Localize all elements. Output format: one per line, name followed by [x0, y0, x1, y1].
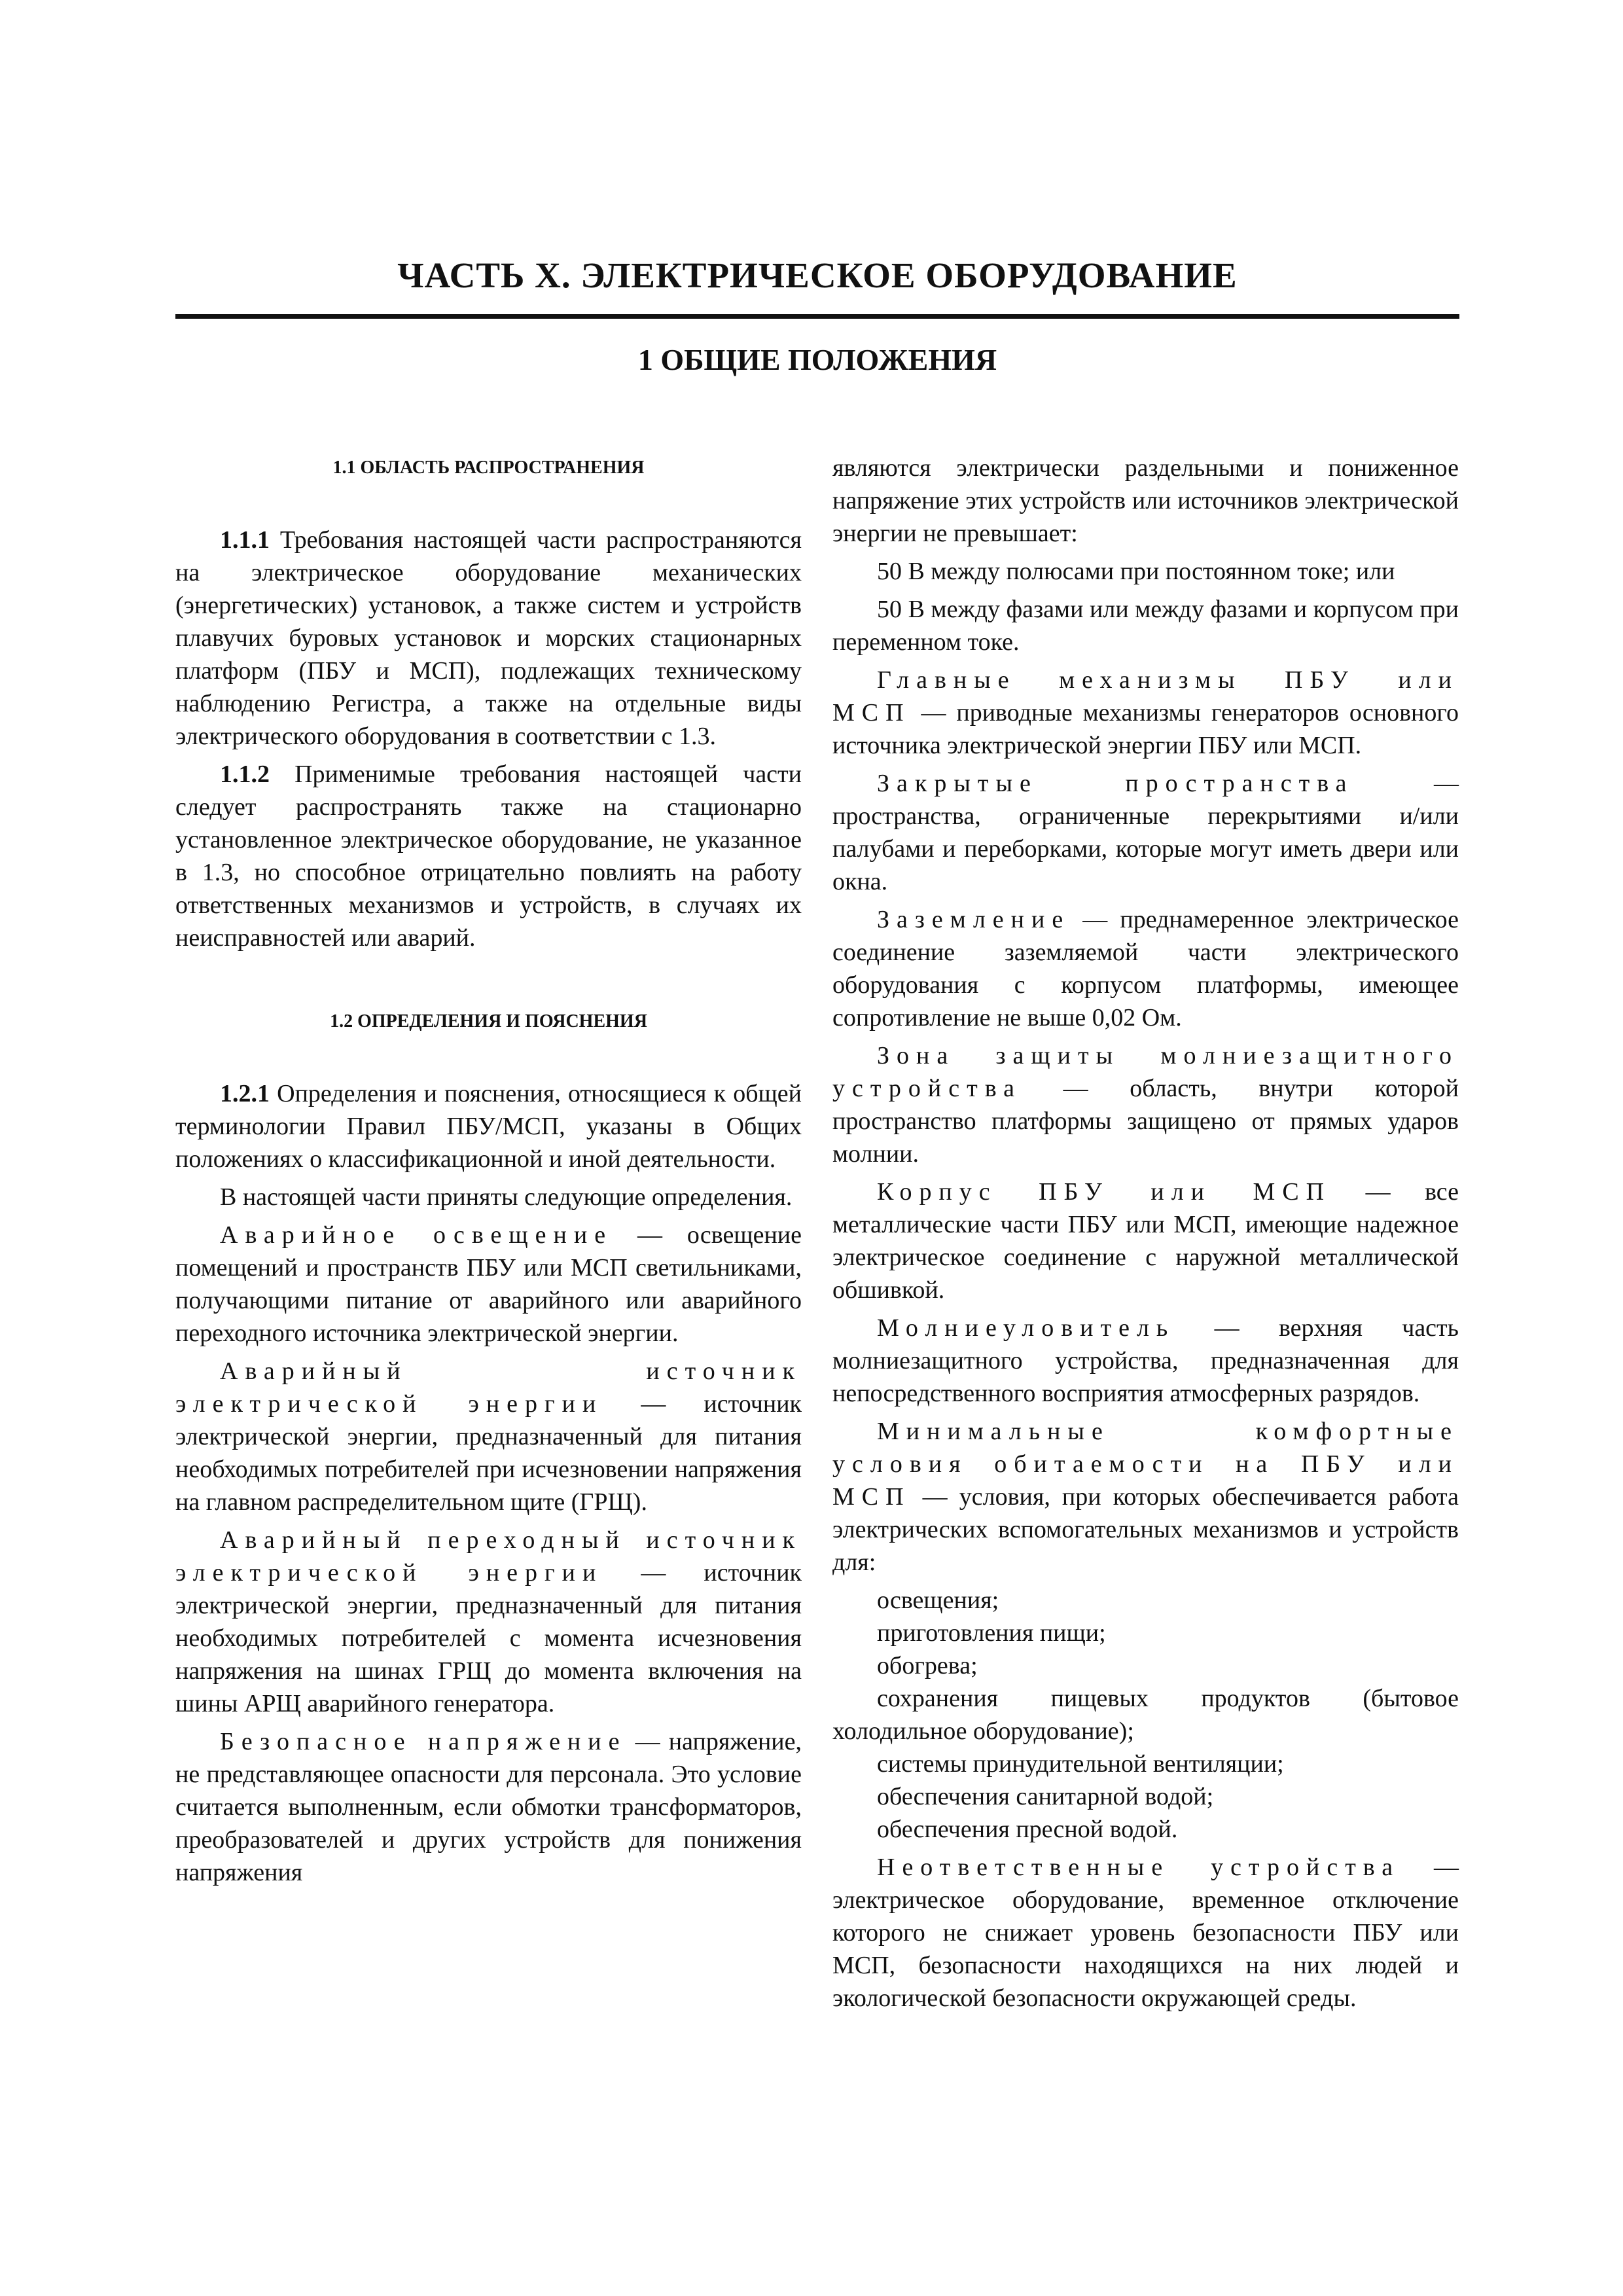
definition-text: — электрическое оборудование, временное отключение которого не снижает уровень безопасности ПБУ или МСП, безопасности находящихся на них людей и экологической безопасности окружающей среды.: [832, 1854, 1459, 2012]
definition-term: Минимальные комфортные условия обитаемости на ПБУ или МСП: [832, 1418, 1459, 1511]
definition-text: — приводные механизмы генераторов основного источника электрической энергии ПБУ или МСП.: [832, 699, 1459, 759]
definition-transitional-source: [175, 1524, 802, 1720]
right-column: [832, 452, 1459, 2020]
section-heading-1-1: 1.1 ОБЛАСТЬ РАСПРОСТРАНЕНИЯ: [332, 457, 645, 478]
definition-text: — все металлические части ПБУ или МСП, имеющие надежное электрическое соединение с наружной металлической обшивкой.: [832, 1178, 1459, 1304]
section-heading-1-2: 1.2 ОПРЕДЕЛЕНИЯ И ПОЯСНЕНИЯ: [330, 1011, 647, 1031]
part-title: ЧАСТЬ X. ЭЛЕКТРИЧЕСКОЕ ОБОРУДОВАНИЕ: [397, 255, 1238, 295]
definition-text: — источник электрической энергии, предназначенный для питания необходимых потребителей при исчезновении напряжения на главном распределительном щите (ГРЩ).: [175, 1390, 802, 1516]
definition-term: Аварийный источник электрической энергии: [175, 1357, 802, 1418]
list-item: приготовления пищи;: [877, 1619, 1106, 1647]
definition-term: Главные механизмы ПБУ или МСП: [832, 666, 1459, 726]
definition-emergency-lighting: [175, 1219, 802, 1350]
list-item: системы принудительной вентиляции;: [877, 1750, 1284, 1778]
definition-term: Аварийное освещение: [220, 1221, 613, 1249]
paragraph-1-2-1: [175, 1077, 802, 1175]
definition-text: — верхняя часть молниезащитного устройства, предназначенная для непосредственного восприятия атмосферных разрядов.: [832, 1314, 1459, 1407]
definition-text: — источник электрической энергии, предназначенный для питания необходимых потребителей с момента исчезновения напряжения на шинах ГРЩ до момента включения на шины АРЩ аварийного генератора.: [175, 1559, 802, 1717]
definition-term: Неответственные устройства: [877, 1854, 1400, 1881]
definition-text: — условия, при которых обеспечивается работа электрических вспомогательных механизмов и устройств для:: [832, 1483, 1459, 1576]
voltage-dc: 50 В между полюсами при постоянном токе; или: [877, 558, 1395, 585]
list-item: обогрева;: [877, 1652, 978, 1679]
clause-text: Применимые требования настоящей части следует распространять также на стационарно установленное электрическое оборудование, не указанное в 1.3, но способное отрицательно повлиять на работу ответственных механизмов и устройств, в случаях их неисправностей или аварий.: [175, 761, 802, 952]
paragraph-1-1-1: [175, 524, 802, 753]
definition-term: Зона защиты молниезащитного устройства: [832, 1042, 1459, 1102]
definition-text: — область, внутри которой пространство платформы защищено от прямых ударов молнии.: [832, 1075, 1459, 1168]
chapter-title: 1 ОБЩИЕ ПОЛОЖЕНИЯ: [637, 343, 997, 376]
definition-term: Закрытые пространства: [877, 770, 1354, 797]
list-item: обеспечения пресной водой.: [877, 1816, 1178, 1843]
definition-term: Молниеуловитель: [877, 1314, 1175, 1342]
definition-text: — преднамеренное электрическое соединение заземляемой части электрического оборудования с корпусом платформы, имеющее сопротивление не выше 0,02 Ом.: [832, 906, 1459, 1031]
paragraph-continuation: являются электрически раздельными и пониженное напряжение этих устройств или источников электрической энергии не превышает:: [832, 454, 1459, 547]
paragraph-definitions-intro: В настоящей части приняты следующие определения.: [220, 1183, 793, 1211]
definition-text: — пространства, ограниченные перекрытиями и/или палубами и переборками, которые могут иметь двери или окна.: [832, 770, 1459, 895]
definition-minimum-comfort: [832, 1415, 1459, 1579]
clause-number: 1.1.1: [220, 526, 270, 554]
definition-lightning-rod: [832, 1312, 1459, 1410]
clause-text: Требования настоящей части распространяются на электрическое оборудование механических (энергетических) установок, а также систем и устройств плавучих буровых установок и морских стационарных платформ (ПБУ и МСП), подлежащих техническому наблюдению Регистра, а также на отдельные виды электрического оборудования в соответствии с 1.3.: [175, 526, 802, 750]
definition-earthing: [832, 903, 1459, 1034]
paragraph-1-1-2: [175, 758, 802, 954]
definition-safe-voltage: [175, 1725, 802, 1889]
definition-enclosed-spaces: [832, 767, 1459, 898]
definition-main-machinery: [832, 664, 1459, 762]
definition-term: Аварийный переходный источник электрической энергии: [175, 1526, 802, 1587]
list-item: сохранения пищевых продуктов (бытовое холодильное оборудование);: [832, 1685, 1459, 1745]
list-item: освещения;: [877, 1587, 999, 1614]
clause-number: 1.1.2: [220, 761, 270, 788]
clause-number: 1.2.1: [220, 1080, 270, 1107]
clause-text: Определения и пояснения, относящиеся к общей терминологии Правил ПБУ/МСП, указаны в Общих положениях о классификационной и иной деятельности.: [175, 1080, 802, 1173]
definition-protection-zone: [832, 1039, 1459, 1170]
definition-term: Заземление: [877, 906, 1071, 933]
title-divider: [175, 314, 1459, 319]
definition-emergency-source: [175, 1355, 802, 1518]
voltage-ac: 50 В между фазами или между фазами и корпусом при переменном токе.: [832, 596, 1459, 656]
definition-text: — освещение помещений и пространств ПБУ или МСП светильниками, получающими питание от аварийного или аварийного переходного источника электрической энергии.: [175, 1221, 802, 1347]
definition-term: Корпус ПБУ или МСП: [877, 1178, 1332, 1206]
definition-hull: [832, 1175, 1459, 1306]
definition-text: — напряжение, не представляющее опасности для персонала. Это условие считается выполненным, если обмотки трансформаторов, преобразователей и других устройств для понижения напряжения: [175, 1728, 802, 1886]
definition-term: Безопасное напряжение: [220, 1728, 627, 1755]
definition-non-essential: [832, 1851, 1459, 2015]
left-column: [175, 452, 802, 1894]
list-item: обеспечения санитарной водой;: [877, 1783, 1214, 1810]
